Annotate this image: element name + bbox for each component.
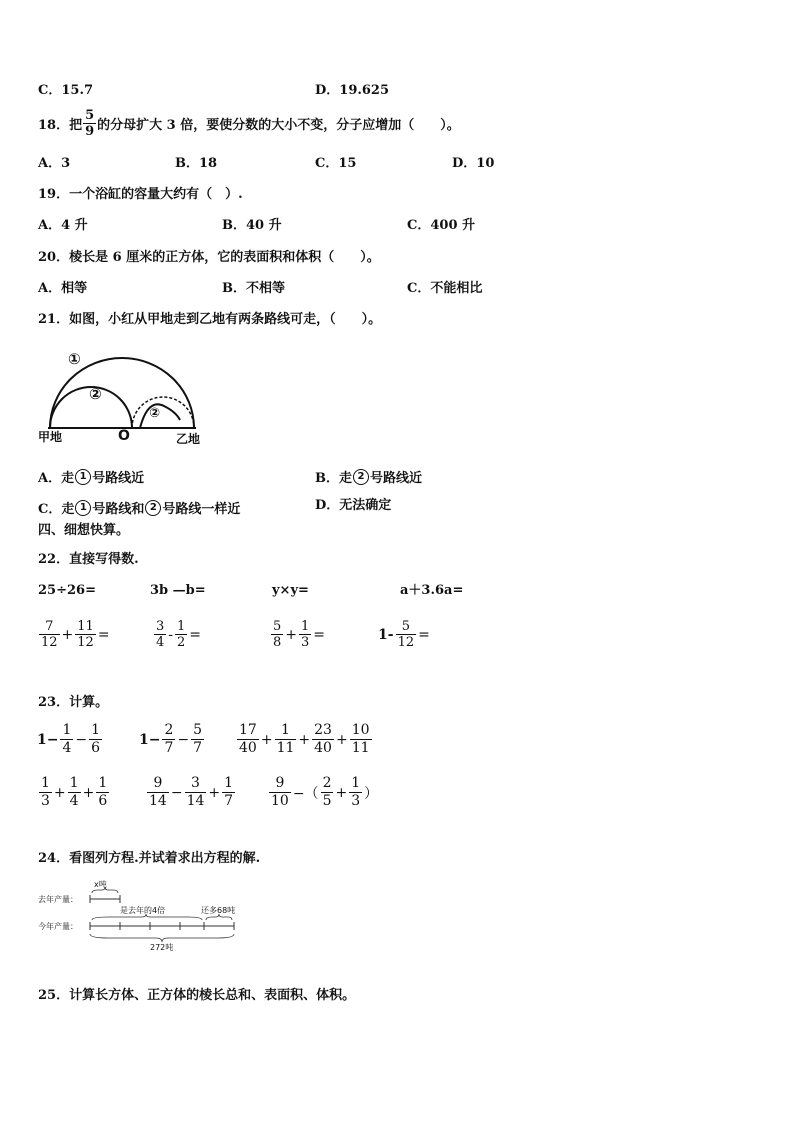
q23-stem: 23．计算。 [38, 695, 109, 710]
q23-expr-5: $\frac{9}{14}$ − $\frac{3}{14}$ + $\frac{1}{7}$ [149, 775, 234, 809]
q25-stem: 25．计算长方体、正方体的棱长总和、表面积、体积。 [38, 988, 356, 1003]
q18-option-c: C．15 [315, 156, 357, 171]
q19-stem: 19．一个浴缸的容量大约有（ ）. [38, 187, 243, 202]
bar-diagram-svg [38, 880, 248, 955]
q20-option-a: A．相等 [38, 281, 88, 296]
q22-stem: 22．直接写得数. [38, 552, 139, 567]
q22-expr: a＋3.6a= [400, 583, 464, 598]
q18-option-a: A．3 [38, 156, 71, 171]
route-2-label: ② [89, 384, 102, 403]
last-year-label: 去年产量： [38, 895, 78, 904]
q18-stem: 18．把 $\frac{5}{9}$ 的分母扩大 3 倍，要使分数的大小不变，分子应增加（ ）。 [38, 108, 460, 139]
q22-expr: 3b —b= [150, 583, 206, 598]
q22-fraction-expr: 1- $\frac{5}{12}$ = [378, 619, 430, 650]
q23-expr-6: $\frac{9}{10}$ −（ $\frac{2}{5}$ + $\frac{1}{3}$ ） [271, 775, 379, 809]
q19-option-b: B．40 升 [222, 218, 282, 233]
q18-fraction: $\frac{5}{9}$ [85, 108, 95, 139]
q22-fraction-expr: $\frac{3}{4}$ - $\frac{1}{2}$ = [156, 619, 202, 650]
x-ton-label: x吨 [94, 880, 107, 889]
q20-stem: 20．棱长是 6 厘米的正方体，它的表面积和体积（ ）。 [38, 250, 380, 265]
route-1-arc [50, 358, 194, 428]
q20-option-b: B．不相等 [222, 281, 285, 296]
q22-fraction-expr: $\frac{5}{8}$ + $\frac{1}{3}$ = [273, 619, 326, 650]
q22-expr: 25÷26= [38, 583, 96, 598]
start-point-label: 甲地 [38, 430, 63, 444]
q23-expr-1: 1− $\frac{1}{4}$ − $\frac{1}{6}$ [37, 722, 101, 756]
q23-expr-2: 1− $\frac{2}{7}$ − $\frac{5}{7}$ [139, 722, 203, 756]
end-point-label: 乙地 [176, 432, 201, 446]
q21-route-figure [36, 348, 216, 448]
q17-option-c: C．15.7 [38, 83, 94, 98]
q21-option-c: C．走 1 号路线和 2 号路线一样近 [38, 501, 241, 517]
center-point-label: O [118, 428, 130, 444]
circled-number: 2 [353, 469, 369, 485]
q19-option-c: C．400 升 [407, 218, 476, 233]
q23-expr-3: $\frac{17}{40}$ + $\frac{1}{11}$ + $\frac{23}{40}$ + $\frac{10}{11}$ [239, 722, 370, 756]
q23-expr-4: $\frac{1}{3}$ + $\frac{1}{4}$ + $\frac{1}{6}$ [41, 775, 108, 809]
section-heading: 四、细想快算。 [38, 523, 130, 538]
total-label: 272吨 [150, 943, 174, 952]
q19-option-a: A．4 升 [38, 218, 88, 233]
circled-number: 1 [75, 500, 91, 516]
q18-option-b: B．18 [175, 156, 218, 171]
q21-option-d: D．无法确定 [315, 498, 392, 513]
q22-expr: y×y= [272, 583, 309, 598]
route-2b-label: ② [149, 405, 161, 421]
q18-option-d: D．10 [452, 156, 495, 171]
total-brace [90, 934, 234, 942]
q21-stem: 21．如图，小红从甲地走到乙地有两条路线可走，（ ）。 [38, 312, 382, 327]
route-1-label: ① [68, 349, 81, 368]
q21-option-b: B．走 2 号路线近 [315, 470, 423, 486]
circled-number: 1 [75, 469, 91, 485]
q24-stem: 24．看图列方程.并试着求出方程的解. [38, 851, 261, 866]
q21-option-a: A．走 1 号路线近 [38, 470, 145, 486]
more-68-label: 还多68吨 [201, 906, 236, 915]
this-year-label: 今年产量： [38, 922, 78, 931]
q22-fraction-expr: $\frac{7}{12}$ + $\frac{11}{12}$ = [41, 619, 110, 650]
q24-bar-diagram [38, 880, 248, 955]
q20-option-c: C．不能相比 [407, 281, 483, 296]
circled-number: 2 [145, 500, 161, 516]
q17-option-d: D．19.625 [315, 83, 390, 98]
times4-label: 是去年的4倍 [120, 906, 166, 915]
